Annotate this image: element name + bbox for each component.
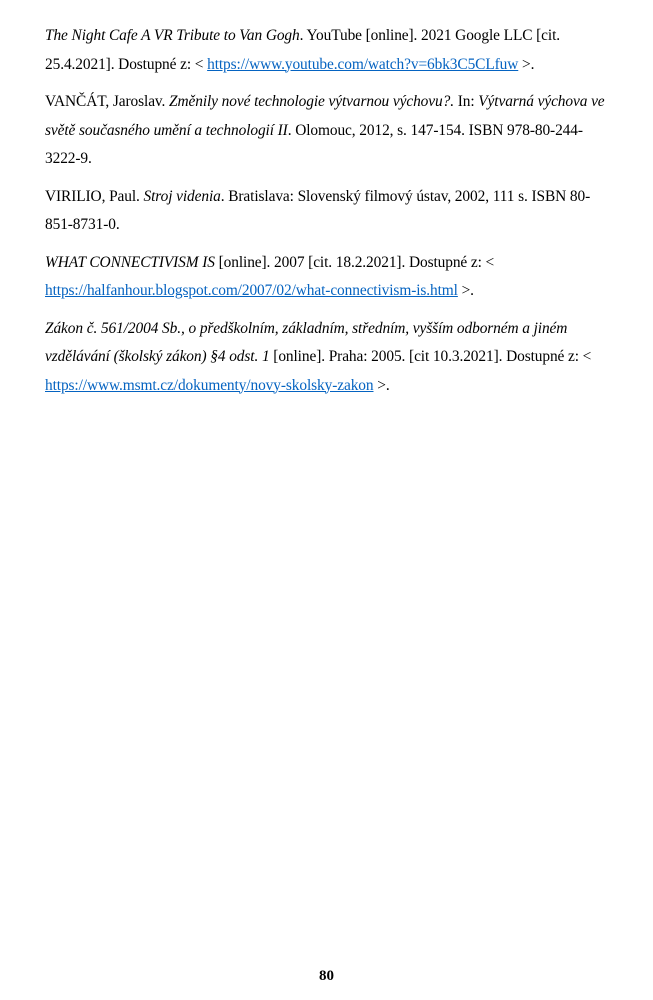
youtube-link[interactable]: https://www.youtube.com/watch?v=6bk3C5CLfuw [207,55,519,73]
reference-details: . YouTube [online]. 2021 Google LLC [cit. 25.4.2021]. Dostupné z: < [45,27,561,73]
reference-details: [online]. Praha: 2005. [cit 10.3.2021]. Dostupné z: < [269,348,592,365]
reference-title: Zákon č. 561/2004 Sb., o předškolním, základním, středním, vyšším odborném a jiném vzdělávání (školský zákon) §4 odst. 1 [45,319,568,365]
reference-title: Změnily nové technologie výtvarnou výchovu?. [169,93,454,110]
reference-closing: >. [518,55,535,73]
reference-details: . Bratislava: Slovenský filmový ústav, 2002, 111 s. ISBN 80-851-8731-0. [45,187,591,233]
reference-connectivism [45,249,615,306]
reference-virilio [45,183,615,240]
reference-vancat [45,88,615,174]
reference-author: VIRILIO, Paul. [45,187,144,205]
reference-in: In: [453,93,479,110]
reference-details: [online]. 2007 [cit. 18.2.2021]. Dostupné z: < [214,253,495,271]
reference-skolsky-zakon [45,315,615,401]
reference-night-cafe [45,22,615,79]
reference-closing: >. [373,376,390,394]
reference-details: . Olomouc, 2012, s. 147-154. ISBN 978-80-244-3222-9. [45,121,583,167]
reference-title: WHAT CONNECTIVISM IS [45,253,215,271]
msmt-link[interactable]: https://www.msmt.cz/dokumenty/novy-skolsky-zakon [45,376,374,394]
reference-author: VANČÁT, Jaroslav. [45,93,170,110]
page-number: 80 [319,968,334,984]
reference-list [45,22,615,409]
reference-title: The Night Cafe A VR Tribute to Van Gogh [45,27,300,44]
reference-title: Stroj videnia [143,187,221,205]
reference-book-title: Výtvarná výchova ve světě současného umění a technologií II [45,93,605,139]
blogspot-link[interactable]: https://halfanhour.blogspot.com/2007/02/what-connectivism-is.html [45,282,458,299]
reference-closing: >. [457,282,474,299]
